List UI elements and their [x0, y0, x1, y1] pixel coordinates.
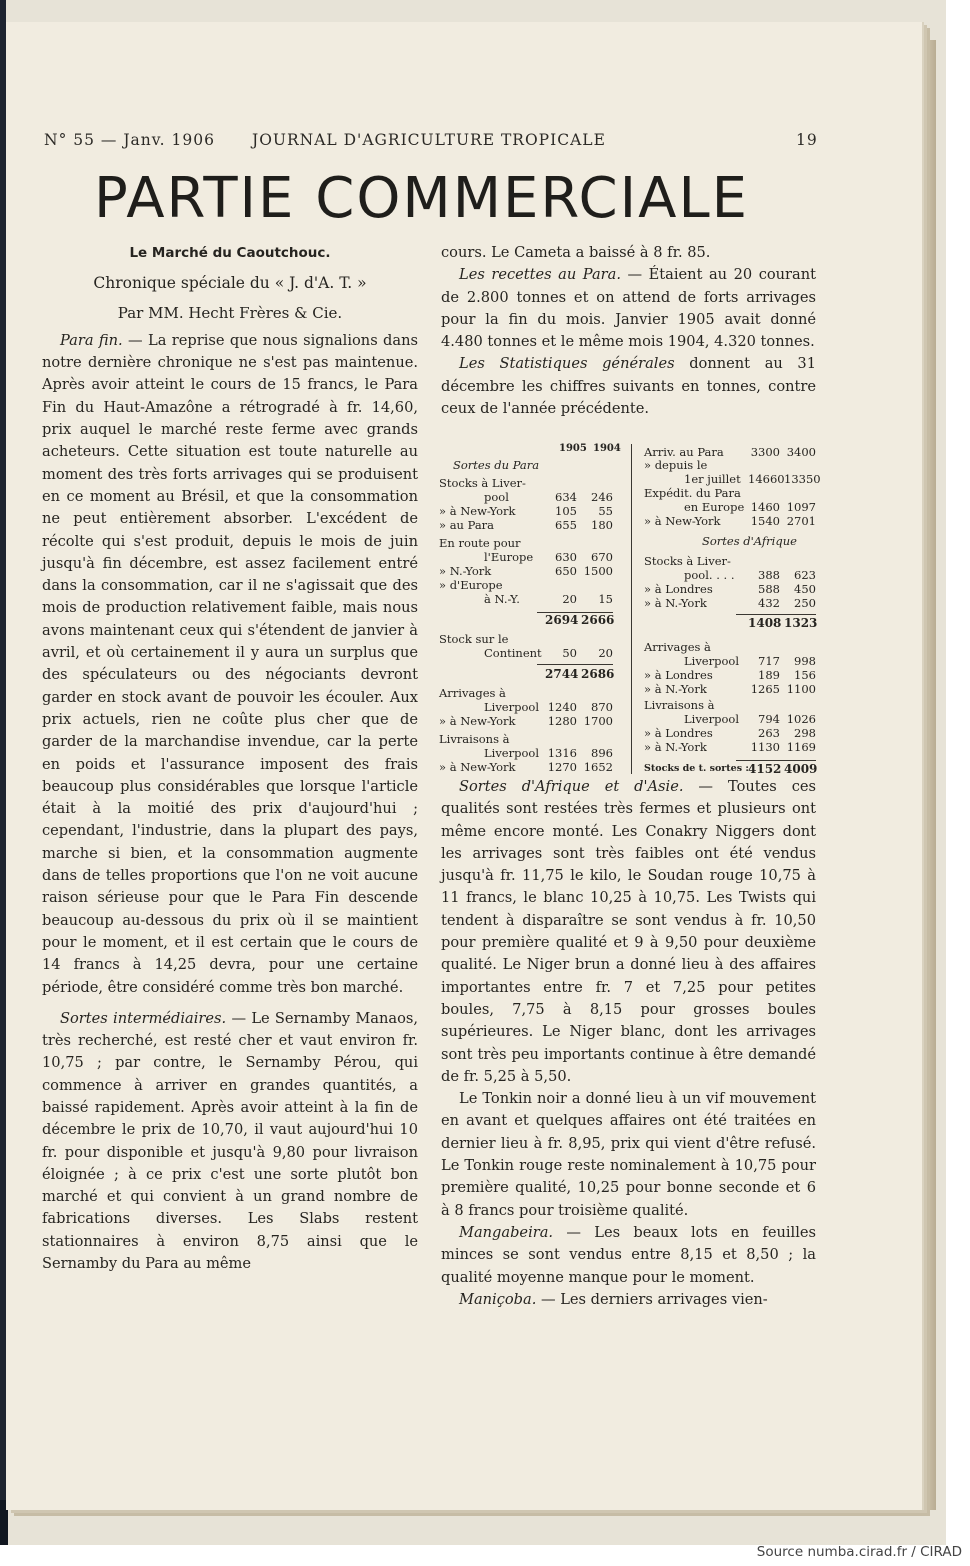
table-cell-value: 1408 — [748, 616, 782, 630]
table-row-label: Expédit. du Para — [644, 486, 741, 500]
table-cell-value: 2694 — [545, 613, 579, 627]
table-row-label: en Europe — [684, 500, 745, 514]
table-cell-value: 50 — [562, 646, 577, 660]
table-row-label: Stocks de t. sortes : — [644, 763, 749, 774]
table-cell-value: 588 — [758, 582, 780, 596]
section-title: Sortes du Para — [453, 458, 540, 472]
table-cell-value: 250 — [794, 596, 816, 610]
section-title: Sortes d'Afrique — [702, 534, 797, 548]
table-row-label: Liverpool — [484, 746, 540, 760]
table-cell-value: 634 — [555, 490, 577, 504]
table-cell-value: 263 — [758, 726, 780, 740]
paragraph-lead: Sortes intermédiaires. — [60, 1009, 227, 1027]
table-row-label: » à N.-York — [644, 682, 707, 696]
paragraph-lead: Sortes d'Afrique et d'Asie. — [459, 778, 684, 795]
table-cell-value: 3400 — [786, 445, 816, 459]
table-cell-value: 1097 — [786, 500, 816, 514]
table-cell-value: 1026 — [786, 712, 816, 726]
table-row-label: 1er juillet — [684, 472, 741, 486]
table-cell-value: 623 — [794, 568, 816, 582]
table-divider — [631, 444, 632, 774]
table-cell-value: 3300 — [750, 445, 780, 459]
table-cell-value: 246 — [591, 490, 613, 504]
table-cell-value: 13350 — [784, 472, 821, 486]
table-cell-value: 794 — [758, 712, 780, 726]
table-cell-value: 189 — [758, 668, 780, 682]
sum-line — [736, 760, 816, 761]
paragraph-lead: Para fin. — [60, 331, 123, 349]
table-cell-value: 15 — [598, 592, 613, 606]
page-title: PARTIE COMMERCIALE — [94, 166, 750, 231]
paragraph-text: — Les beaux lots en feuilles minces se sont vendus entre 8,15 et 8,50 ; la qualité moyenne manque pour le moment. — [441, 1223, 816, 1286]
paragraph-text: — Toutes ces qualités sont restées très fermes et plusieurs ont même encore monté. Les Conakry Niggers dont les arrivages sont très faibles ont été vendus jusqu'à fr. 11,75 le kilo, le Soudan rouge 10,75 à 11 francs, le blanc 10,25 à 10,75. Les Twists qui tendent à disparaître se sont vendus à fr. 10,50 pour première qualité et 9 à 9,50 pour deuxième qualité. Le Niger brun a donné lieu à des affaires importantes entre fr. 7 et 7,25 pour petites boules, 7,75 à 8,15 pour grosses boules supérieures. Le Niger blanc, dont les arrivages sont très peu importants continue à être demandé de fr. 5,25 à 5,50. — [441, 778, 816, 1085]
paragraph-tonkin — [441, 1088, 816, 1222]
table-cell-value: 717 — [758, 654, 780, 668]
article-byline: Par MM. Hecht Frères & Cie. — [117, 303, 343, 322]
table-cell-value: 1265 — [750, 682, 780, 696]
table-cell-value: 998 — [794, 654, 816, 668]
table-cell-value: 1460 — [750, 500, 780, 514]
table-cell-value: 1700 — [583, 714, 613, 728]
statistics-table — [438, 442, 821, 776]
table-row-label: pool. . . . — [684, 568, 735, 582]
paragraph-para-fin — [42, 330, 418, 999]
table-row-label: Continent — [484, 646, 542, 660]
article-subheading: Chronique spéciale du « J. d'A. T. » — [93, 274, 367, 293]
table-row-label: » au Para — [439, 518, 495, 532]
table-row-label: » à N.-York — [644, 740, 707, 754]
sum-line — [736, 614, 816, 615]
table-cell-value: 14660 — [748, 472, 785, 486]
table-row-label: Arrivages à — [439, 686, 506, 700]
table-row-label: à N.-Y. — [484, 592, 520, 606]
paragraph-lead: Les Statistiques générales — [459, 355, 675, 373]
paragraph-recettes — [441, 264, 816, 353]
table-row-label: Livraisons à — [644, 698, 715, 712]
source-credit: Source numba.cirad.fr / CIRAD — [756, 1544, 962, 1560]
paragraph-manicoba — [441, 1289, 816, 1311]
table-cell-value: 1540 — [750, 514, 780, 528]
table-cell-value: 450 — [794, 582, 816, 596]
table-cell-value: 1240 — [547, 700, 577, 714]
table-row-label: l'Europe — [484, 550, 534, 564]
table-row-label: Liverpool — [684, 712, 740, 726]
table-row-label: » à Londres — [644, 668, 713, 682]
paragraph-text: — Le Sernamby Manaos, très recherché, est resté cher et vaut environ fr. 10,75 ; par contre, le Sernamby Pérou, qui commence à arriver en grandes quantités, a baissé rapidement. Après avoir atteint à la fin de décembre le prix de 10,70, il vaut aujourd'hui 10 fr. pour disponible et jusqu'à 9,80 pour livraison éloignée ; à ce prix c'est une sorte plutôt bon marché et qui convient à un grand nombre de fabrications diverses. Les Slabs restent stationnaires à environ 8,75 ainsi que le Sernamby du Para au même — [42, 1009, 418, 1273]
table-cell-value: 298 — [794, 726, 816, 740]
paragraph-cameta — [441, 242, 816, 264]
table-cell-value: 20 — [598, 646, 613, 660]
year-header: 1905 — [559, 443, 587, 454]
paragraph-sortes-afrique — [441, 776, 816, 1088]
table-cell-value: 105 — [555, 504, 577, 518]
table-cell-value: 2686 — [581, 667, 615, 681]
paragraph-lead: Maniçoba. — [459, 1290, 537, 1308]
table-cell-value: 1169 — [786, 740, 816, 754]
table-cell-value: 4009 — [784, 762, 818, 776]
table-row-label: Arrivages à — [644, 640, 711, 654]
table-cell-value: 1652 — [583, 760, 613, 774]
table-cell-value: 630 — [555, 550, 577, 564]
table-cell-value: 20 — [562, 592, 577, 606]
paragraph-text: — Étaient au 20 courant de 2.800 tonnes et on attend de forts arrivages pour la fin du mois. Janvier 1905 avait donné 4.480 tonnes et le même mois 1904, 4.320 tonnes. — [441, 266, 817, 351]
table-cell-value: 870 — [591, 700, 613, 714]
table-row-label: » à N.-York — [644, 596, 707, 610]
table-cell-value: 1270 — [547, 760, 577, 774]
paragraph-sortes-intermediaires — [42, 1008, 418, 1276]
table-row-label: » à New-York — [439, 504, 516, 518]
paragraph-text: donnent au 31 décembre les chiffres suivants en tonnes, contre ceux de l'année précédente. — [441, 355, 817, 418]
paragraph-text: Le Tonkin noir a donné lieu à un vif mouvement en avant et quelques affaires ont été traitées en dernier lieu à fr. 8,95, prix qui vient d'être refusé. Le Tonkin rouge reste nominalement à 10,75 pour première qualité, 10,25 pour bonne seconde et 6 à 8 francs pour troisième qualité. — [441, 1090, 816, 1219]
table-row-label: » depuis le — [644, 458, 708, 472]
table-row-label: Livraisons à — [439, 732, 510, 746]
table-row-label: Stocks à Liver- — [439, 476, 526, 490]
issue-label: N° 55 — Janv. 1906 — [44, 131, 215, 149]
paragraph-text: — Les derniers arrivages vien- — [536, 1290, 768, 1308]
table-cell-value: 180 — [591, 518, 613, 532]
right-column-bottom — [441, 776, 816, 1311]
left-column — [42, 242, 418, 1275]
table-cell-value: 650 — [555, 564, 577, 578]
table-cell-value: 1130 — [750, 740, 780, 754]
paragraph-lead: Les recettes au Para. — [459, 266, 621, 284]
paragraph-statistiques — [441, 353, 816, 420]
right-column-top — [441, 242, 816, 420]
paragraph-text: — La reprise que nous signalions dans notre dernière chronique ne s'est pas maintenue. Après avoir atteint le cours de 15 francs, le Para Fin du Haut-Amazône a rétrogradé à fr. 14,60, prix auquel le marché reste ferme avec grands acheteurs. Cette situation est toute naturelle au moment des très forts arrivages qui se produisent en ce moment au Brésil, et que la consommation ne peut entièrement absorber. L'excédent de récolte qui s'est produit, depuis le mois de juin jusqu'à fin décembre, est assez facilement entré dans la consommation, car il ne s'agissait que des mois de production relativement faible, mais nous avons maintenant ceux qui s'étendent de janvier à avril, et où certainement il y aura un surplus que des spéculateurs ou des négociants devront garder en stock avant de pouvoir les écouler. Aux prix actuels, rien ne coûte plus cher que de garder de la marchandise invendue, car la perte en poids et l'assurance imposent des frais beaucoup plus considérables que lorsque l'article était à la moitié des prix d'aujourd'hui ; cependant, l'industrie, dans la plupart des pays, marche si bien, et la consommation augmente dans de telles proportions que l'on ne voit aucune raison sérieuse pour que le Para Fin descende beaucoup au-dessous du prix où il se maintient pour le moment, et il est certain que le cours de 14 francs à 14,25 devra, pour une certaine période, être considéré comme très bon marché. — [42, 331, 418, 996]
year-header: 1904 — [593, 443, 621, 454]
article-heading: Le Marché du Caoutchouc. — [129, 245, 331, 261]
table-row-label: Liverpool — [684, 654, 740, 668]
table-row-label: » N.-York — [439, 564, 492, 578]
sum-line — [537, 664, 613, 665]
table-cell-value: 432 — [758, 596, 780, 610]
table-cell-value: 388 — [758, 568, 780, 582]
table-row-label: » à Londres — [644, 726, 713, 740]
paragraph-text: cours. Le Cameta a baissé à 8 fr. 85. — [441, 244, 711, 261]
page-number: 19 — [796, 131, 818, 149]
table-row-label: Stock sur le — [439, 632, 509, 646]
table-row-label: » d'Europe — [439, 578, 503, 592]
table-cell-value: 1500 — [583, 564, 613, 578]
journal-title: JOURNAL D'AGRICULTURE TROPICALE — [252, 131, 606, 149]
table-row-label: Liverpool — [484, 700, 540, 714]
table-cell-value: 2666 — [581, 613, 615, 627]
table-row-label: pool — [484, 490, 509, 504]
table-row-label: En route pour — [439, 536, 521, 550]
page-stack-edge — [922, 40, 936, 1510]
table-cell-value: 2744 — [545, 667, 579, 681]
table-cell-value: 1100 — [786, 682, 816, 696]
running-header — [0, 131, 970, 151]
table-row-label: Stocks à Liver- — [644, 554, 731, 568]
table-cell-value: 1316 — [547, 746, 577, 760]
sum-line — [537, 612, 613, 613]
table-cell-value: 655 — [555, 518, 577, 532]
table-row-label: » à New-York — [439, 760, 516, 774]
table-row-label: » à New-York — [644, 514, 721, 528]
table-cell-value: 896 — [591, 746, 613, 760]
table-cell-value: 156 — [794, 668, 816, 682]
table-row-label: Arriv. au Para — [644, 445, 724, 459]
table-cell-value: 2701 — [786, 514, 816, 528]
table-cell-value: 55 — [598, 504, 613, 518]
paragraph-mangabeira — [441, 1222, 816, 1289]
table-cell-value: 1323 — [784, 616, 818, 630]
table-cell-value: 4152 — [748, 762, 782, 776]
table-row-label: » à New-York — [439, 714, 516, 728]
table-cell-value: 670 — [591, 550, 613, 564]
table-row-label: » à Londres — [644, 582, 713, 596]
table-cell-value: 1280 — [547, 714, 577, 728]
paragraph-lead: Mangabeira. — [459, 1223, 554, 1241]
